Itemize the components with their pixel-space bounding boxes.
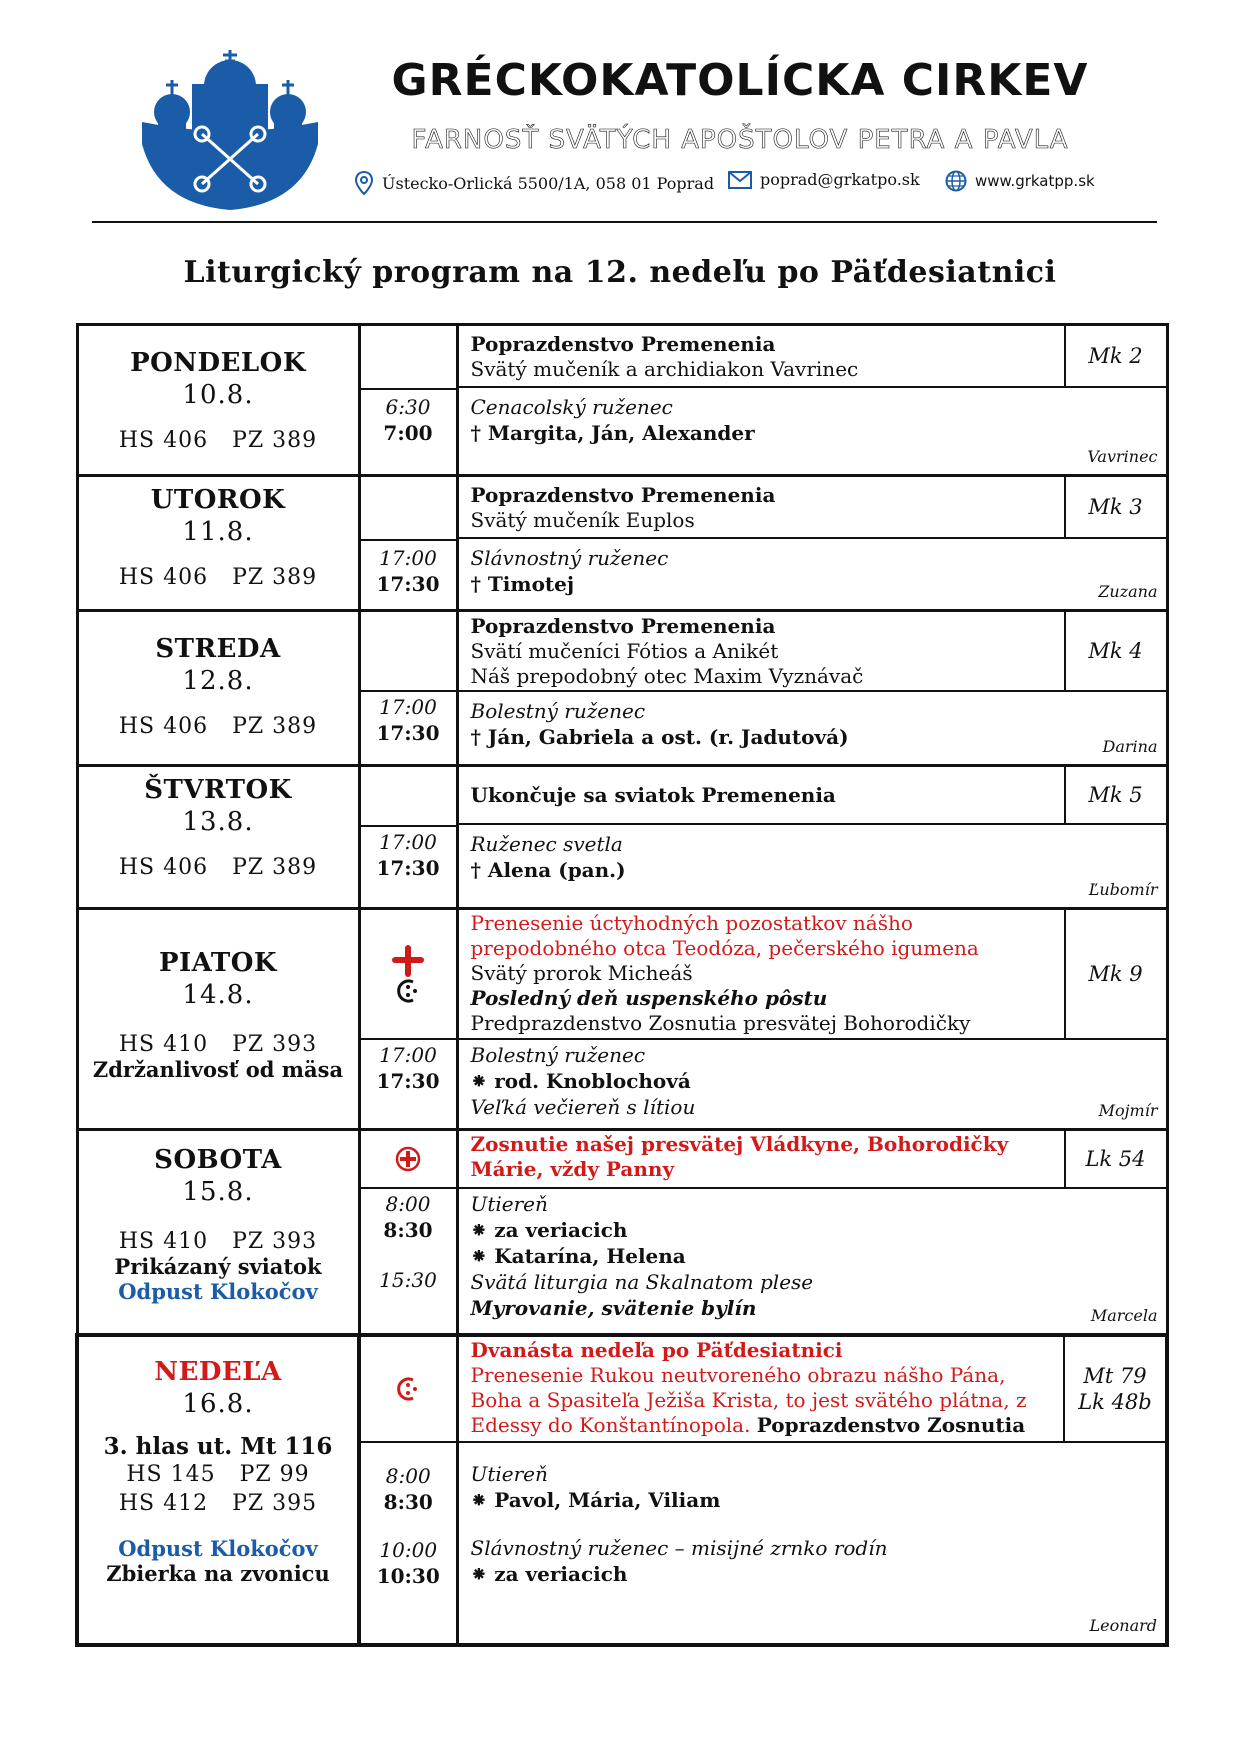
document-title: Liturgický program na 12. nedeľu po Päťdesiatnici	[183, 255, 1057, 290]
day-name: NEDEĽA	[154, 1357, 282, 1387]
feast-text: Zosnutie našej presvätej Vládkyne, Bohorodičky Márie, vždy Panny	[470, 1132, 1009, 1181]
feast-text: Poprazdenstvo Premenenia Svätý mučeník a archidiakon Vavrinec	[470, 332, 859, 381]
feast-text: Prenesenie úctyhodných pozostatkov nášho prepodobného otca Teodóza, pečerského igumena Svätý prorok Micheáš Posledný deň uspenského pôstu Predprazdenstvo Zosnutia presvätej Bohorodičky	[470, 911, 979, 1035]
day-note: Prikázaný sviatok	[114, 1254, 322, 1279]
day-date: 15.8.	[182, 1177, 254, 1207]
church-logo-icon	[132, 44, 328, 212]
nameday: Marcela	[1090, 1306, 1158, 1325]
day-date: 10.8.	[182, 380, 254, 410]
hymn-numbers: HS 410 PZ 393	[118, 1229, 318, 1254]
reading-ref: Lk 54	[1064, 1131, 1166, 1187]
content-cell	[457, 325, 1167, 476]
time-liturgy: 17:30	[376, 856, 440, 880]
time-start-2: 10:00	[379, 1538, 438, 1562]
hymn-numbers-2: HS 412 PZ 395	[118, 1491, 318, 1516]
day-note: Zdržanlivosť od mäsa	[92, 1057, 344, 1082]
time-liturgy: 8:30	[383, 1490, 433, 1514]
nameday: Zuzana	[1098, 582, 1158, 601]
day-name: SOBOTA	[154, 1145, 282, 1175]
time-liturgy: 7:00	[383, 421, 433, 445]
email-contact[interactable]	[728, 170, 920, 189]
hymn-numbers: HS 410 PZ 393	[118, 1032, 318, 1057]
location-pin-icon	[354, 170, 374, 196]
day-date: 14.8.	[182, 980, 254, 1010]
day-name: UTOROK	[150, 485, 286, 515]
day-note: Zbierka na zvonicu	[106, 1561, 330, 1586]
day-row-saturday	[77, 1130, 1167, 1336]
service-info: Cenacolský ruženec † Margita, Ján, Alexander Vavrinec	[459, 388, 1166, 474]
church-title: GRÉCKOKATOLÍCKA CIRKEV	[391, 55, 1089, 106]
time-liturgy: 8:30	[383, 1218, 433, 1242]
day-name: ŠTVRTOK	[144, 775, 292, 805]
parish-subtitle: FARNOSŤ SVÄTÝCH APOŠTOLOV PETRA A PAVLA	[411, 125, 1069, 155]
time-cell	[359, 611, 457, 766]
tone-note: 3. hlas ut. Mt 116	[103, 1433, 333, 1460]
time-extra: 15:30	[379, 1268, 437, 1292]
nameday: Ľubomír	[1088, 880, 1158, 899]
time-cell	[359, 476, 457, 611]
content-cell	[457, 909, 1167, 1130]
red-cross-icon	[391, 944, 425, 978]
day-name: PIATOK	[158, 948, 278, 978]
hymn-numbers: HS 406 PZ 389	[118, 855, 318, 880]
day-row-wednesday	[77, 611, 1167, 766]
hymn-numbers: HS 406 PZ 389	[118, 565, 318, 590]
time-start: 17:00	[379, 546, 437, 570]
service-info: Slávnostný ruženec † Timotej Zuzana	[459, 539, 1166, 609]
content-cell	[457, 476, 1167, 611]
time-start: 6:30	[385, 395, 431, 419]
hymn-numbers: HS 406 PZ 389	[118, 428, 318, 453]
day-cell	[77, 909, 359, 1130]
indulgence-note: Odpust Klokočov	[118, 1536, 318, 1561]
time-liturgy: 17:30	[376, 721, 440, 745]
service-info: Utiereň ⁕ Pavol, Mária, Viliam Slávnostný ruženec – misijné zrnko rodín ⁕ za veriacich Leonard	[459, 1443, 1166, 1643]
time-cell	[359, 1335, 457, 1645]
indulgence-note: Odpust Klokočov	[118, 1279, 318, 1304]
day-cell	[77, 1335, 359, 1645]
day-cell	[77, 476, 359, 611]
day-date: 16.8.	[182, 1389, 254, 1419]
time-start: 8:00	[385, 1192, 431, 1216]
envelope-icon	[728, 171, 752, 189]
content-cell	[457, 766, 1167, 909]
red-circle-cross-icon	[394, 1145, 422, 1173]
day-date: 13.8.	[182, 807, 254, 837]
reading-ref: Mk 2	[1064, 326, 1166, 386]
time-cell	[359, 1130, 457, 1336]
day-row-thursday	[77, 766, 1167, 909]
day-cell	[77, 611, 359, 766]
time-liturgy: 17:30	[376, 572, 440, 596]
reading-ref: Mk 4	[1064, 612, 1166, 690]
time-cell	[359, 909, 457, 1130]
time-cell	[359, 325, 457, 476]
time-cell	[359, 766, 457, 909]
time-start: 17:00	[379, 695, 437, 719]
reading-ref: Mk 3	[1064, 477, 1166, 537]
service-info: Ruženec svetla † Alena (pan.) Ľubomír	[459, 825, 1166, 907]
day-row-sunday	[77, 1335, 1167, 1645]
reading-ref: Mt 79 Lk 48b	[1063, 1337, 1165, 1441]
day-date: 12.8.	[182, 666, 254, 696]
day-date: 11.8.	[182, 517, 254, 547]
day-name: STREDA	[155, 634, 281, 664]
typicon-red-icon	[395, 1376, 421, 1402]
service-info: Bolestný ruženec † Ján, Gabriela a ost. (r. Jadutová) Darina	[459, 692, 1166, 764]
reading-ref: Mk 9	[1064, 910, 1166, 1038]
day-row-monday	[77, 325, 1167, 476]
day-row-friday	[77, 909, 1167, 1130]
address-text: Ústecko-Orlická 5500/1A, 058 01 Poprad	[382, 173, 715, 193]
service-info: Bolestný ruženec ⁕ rod. Knoblochová Veľká večiereň s lítiou Mojmír	[459, 1040, 1166, 1128]
globe-icon	[945, 170, 967, 192]
content-cell	[457, 1335, 1167, 1645]
web-contact[interactable]	[945, 170, 1095, 192]
nameday: Darina	[1102, 737, 1158, 756]
nameday: Mojmír	[1098, 1101, 1158, 1120]
nameday: Vavrinec	[1087, 447, 1158, 466]
day-cell	[77, 1130, 359, 1336]
time-start: 17:00	[379, 830, 437, 854]
feast-text: Ukončuje sa sviatok Premenenia	[470, 782, 836, 807]
day-row-tuesday	[77, 476, 1167, 611]
hymn-numbers: HS 145 PZ 99	[126, 1462, 310, 1487]
time-liturgy-2: 10:30	[376, 1564, 440, 1588]
address-contact	[354, 170, 714, 196]
time-start: 17:00	[379, 1043, 437, 1067]
typicon-black-icon	[395, 978, 421, 1004]
schedule-table	[75, 323, 1169, 1647]
time-start: 8:00	[385, 1464, 431, 1488]
content-cell	[457, 1130, 1167, 1336]
nameday: Leonard	[1089, 1616, 1157, 1635]
hymn-numbers: HS 406 PZ 389	[118, 714, 318, 739]
day-cell	[77, 766, 359, 909]
header-divider	[92, 221, 1157, 223]
feast-text: Dvanásta nedeľa po Päťdesiatnici Prenesenie Rukou neutvoreného obrazu nášho Pána, Boha a Spasiteľa Ježiša Krista, to jest svätého plátna, z Edessy do Konštantínopola. Poprazdenstvo Zosnutia	[470, 1338, 1027, 1437]
day-cell	[77, 325, 359, 476]
feast-text: Poprazdenstvo Premenenia Svätí mučeníci Fótios a Anikét Náš prepodobný otec Maxim Vyznávač	[470, 614, 864, 688]
content-cell	[457, 611, 1167, 766]
day-name: PONDELOK	[130, 348, 306, 378]
time-liturgy: 17:30	[376, 1069, 440, 1093]
feast-text: Poprazdenstvo Premenenia Svätý mučeník Euplos	[470, 483, 776, 532]
web-text[interactable]: www.grkatpp.sk	[975, 172, 1095, 190]
document-header	[0, 0, 1240, 230]
reading-ref: Mk 5	[1064, 767, 1166, 823]
email-text[interactable]: poprad@grkatpo.sk	[760, 170, 920, 189]
service-info: Utiereň ⁕ za veriacich ⁕ Katarína, Helena Svätá liturgia na Skalnatom plese Myrovanie, svätenie bylín Marcela	[459, 1189, 1166, 1333]
